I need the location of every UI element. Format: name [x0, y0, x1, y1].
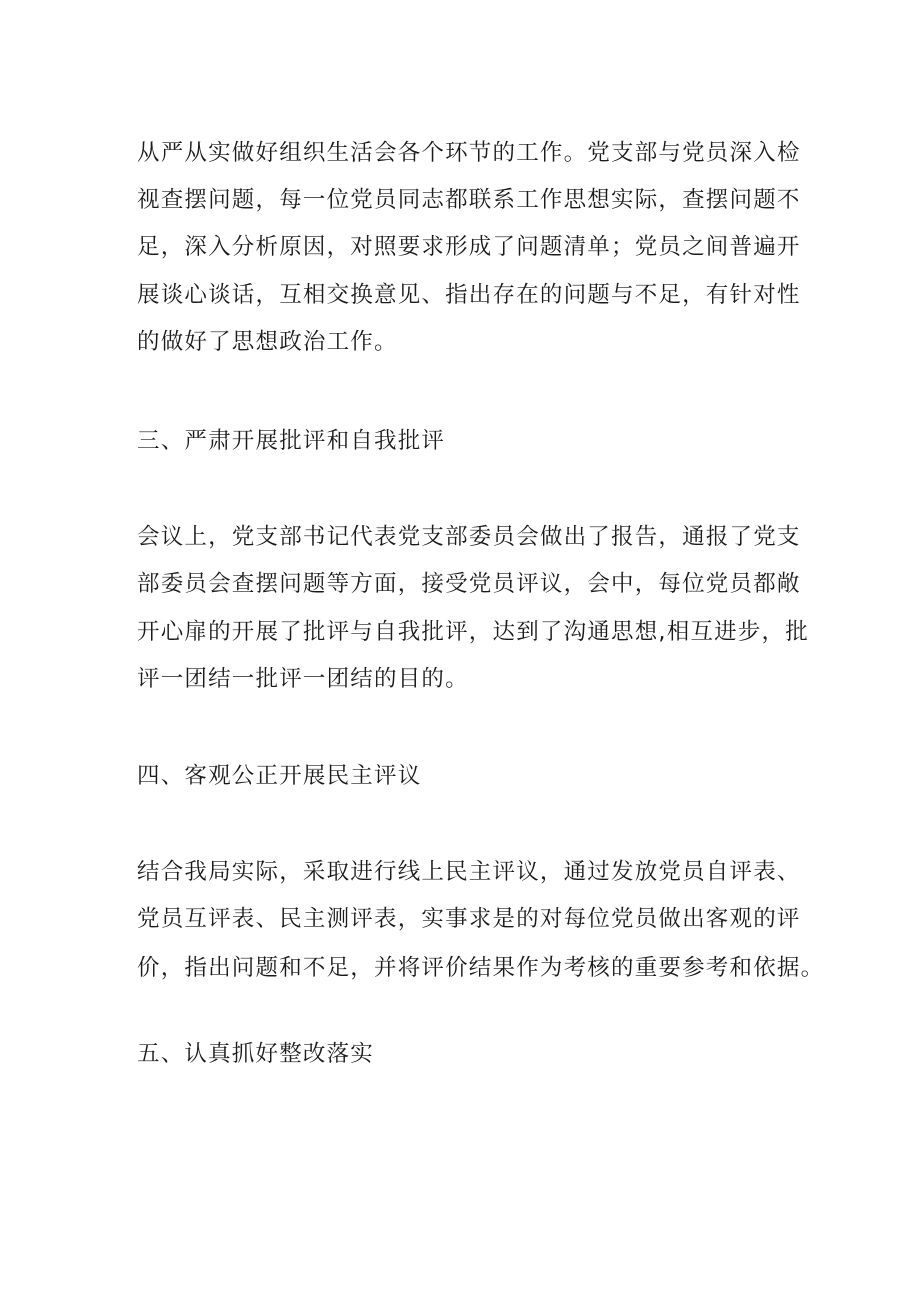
paragraph-1-line-4: 展谈心谈话，互相交换意见、指出存在的问题与不足，有针对性: [137, 282, 801, 308]
paragraph-3-line-2: 党员互评表、民主测评表，实事求是的对每位党员做出客观的评: [137, 906, 801, 932]
paragraph-2-line-3: 开心扉的开展了批评与自我批评，达到了沟通思想,相互进步，批: [137, 619, 809, 645]
paragraph-1-line-3: 足，深入分析原因，对照要求形成了问题清单；党员之间普遍开: [137, 234, 801, 260]
paragraph-1-line-2: 视查摆问题，每一位党员同志都联系工作思想实际，查摆问题不: [137, 187, 801, 213]
paragraph-2-line-4: 评一团结一批评一团结的目的。: [137, 666, 469, 692]
paragraph-1-line-5: 的做好了思想政治工作。: [137, 329, 398, 355]
paragraph-3-line-1: 结合我局实际，采取进行线上民主评议，通过发放党员自评表、: [137, 859, 801, 885]
section-heading-3: 三、严肃开展批评和自我批评: [137, 428, 446, 454]
section-heading-5: 五、认真抓好整改落实: [137, 1041, 375, 1067]
paragraph-2-line-2: 部委员会查摆问题等方面，接受党员评议，会中，每位党员都敞: [137, 571, 801, 597]
paragraph-2-line-1: 会议上，党支部书记代表党支部委员会做出了报告，通报了党支: [137, 524, 801, 550]
paragraph-3-line-3: 价，指出问题和不足，并将评价结果作为考核的重要参考和依据。: [137, 955, 825, 981]
paragraph-1-line-1: 从严从实做好组织生活会各个环节的工作。党支部与党员深入检: [137, 140, 801, 166]
section-heading-4: 四、客观公正开展民主评议: [137, 763, 422, 789]
